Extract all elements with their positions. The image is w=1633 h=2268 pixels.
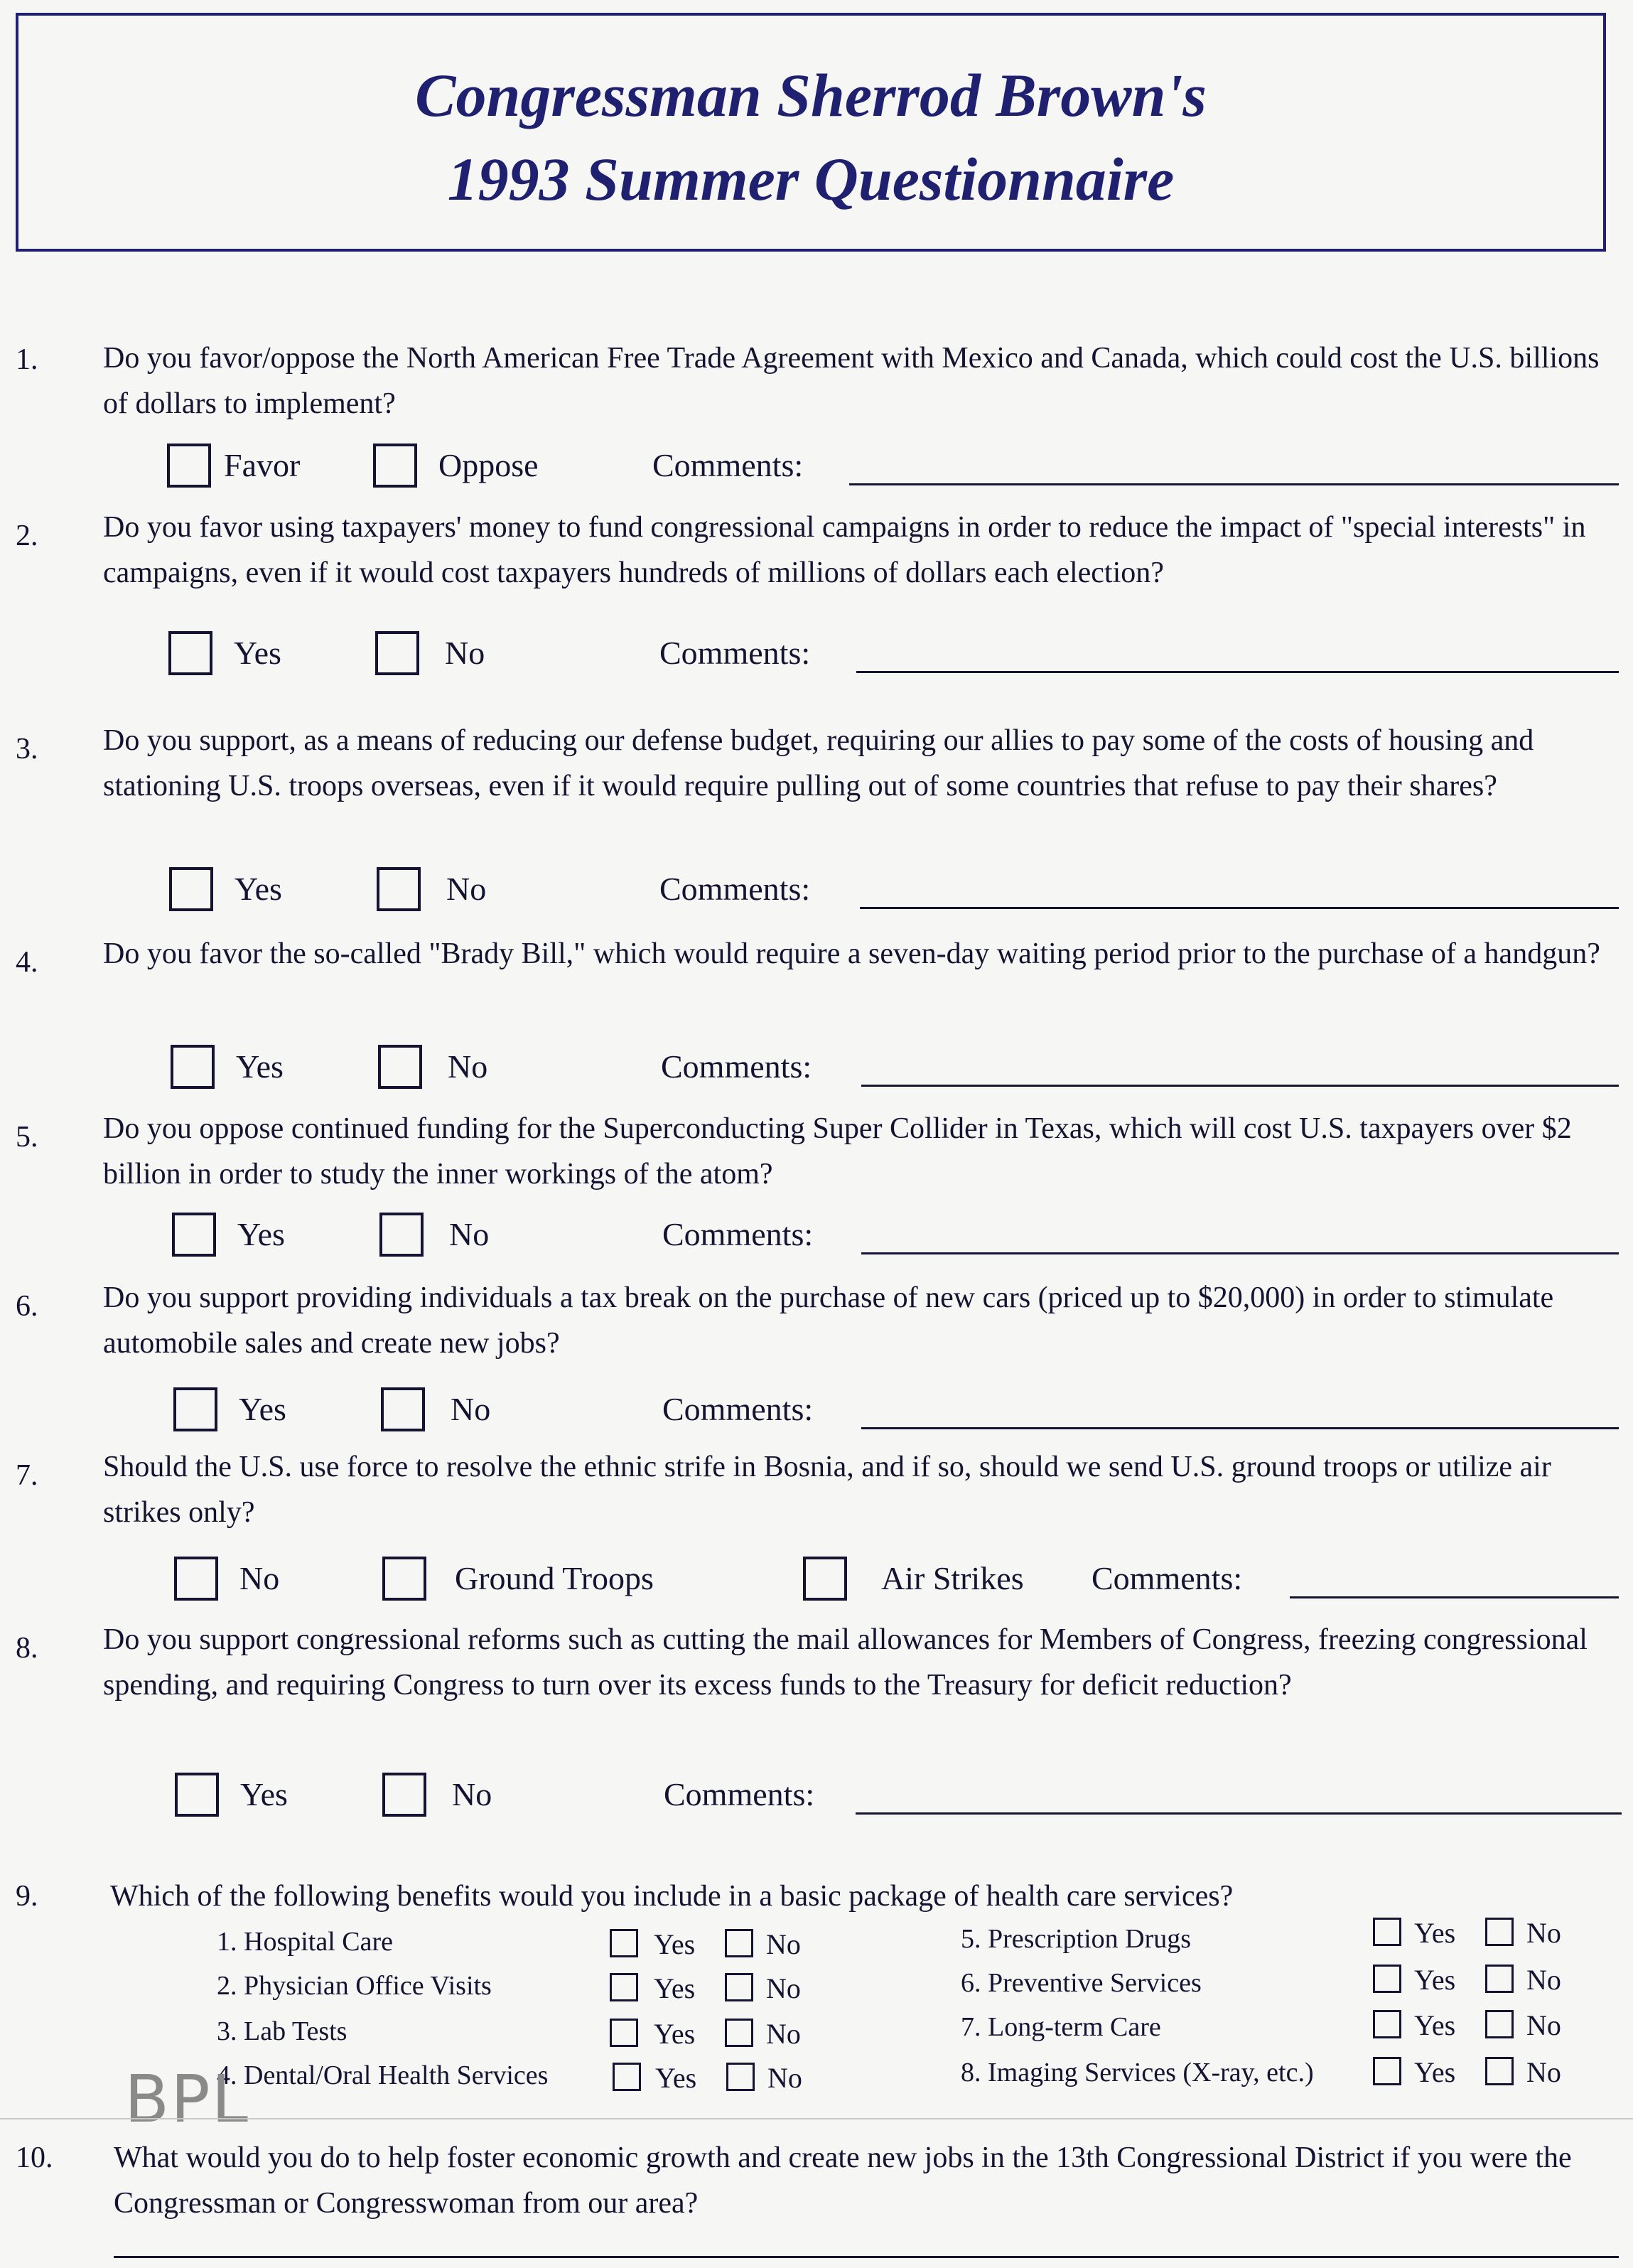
health-item-8: 8. Imaging Services (X-ray, etc.) [961,2058,1314,2087]
yes-label: Yes [654,2018,696,2050]
comments-label: Comments: [664,1776,815,1812]
question-text: Do you favor the so-called "Brady Bill," which would require a seven-day waiting period prior to the purchase of a handgun? [103,937,1600,970]
checkbox[interactable] [379,1213,424,1257]
question-number: 9. [16,1880,38,1913]
checkbox[interactable] [173,1387,217,1431]
no-label: No [766,1972,801,2004]
checkbox[interactable] [803,1557,847,1601]
checkbox[interactable] [169,867,213,911]
no-label: No [1526,1964,1561,1996]
health-item-5: 5. Prescription Drugs [961,1924,1192,1954]
health-item-8-yes-checkbox[interactable] [1373,2057,1401,2085]
checkbox[interactable] [168,631,212,675]
health-item-6-no-checkbox[interactable] [1485,1965,1514,1993]
comment-line[interactable] [861,1085,1619,1087]
comments-label: Comments: [661,1048,812,1085]
checkbox[interactable] [382,1773,426,1817]
checkbox[interactable] [381,1387,425,1431]
checkbox[interactable] [375,631,419,675]
title-line-1: Congressman Sherrod Brown's [415,61,1207,129]
checkbox[interactable] [174,1557,218,1601]
question-text: Do you support congressional reforms such as cutting the mail allowances for Members of Congress, freezing congressional spending, and requiring Congress to turn over its excess funds to the Treasury for deficit reduction? [103,1623,1588,1702]
question-number: 1. [16,343,38,376]
comments-label: Comments: [659,871,811,907]
health-item-2: 2. Physician Office Visits [217,1971,492,2001]
health-item-4-yes-checkbox[interactable] [613,2063,641,2091]
question-text: Do you favor/oppose the North American Free Trade Agreement with Mexico and Canada, which could cost the U.S. billions of dollars to implement? [103,342,1600,420]
question-number: 6. [16,1290,38,1323]
question-text: Do you support, as a means of reducing our defense budget, requiring our allies to pay some of the costs of housing and stationing U.S. troops overseas, even if it would require pulling out of some countries that refuse to pay their shares? [103,724,1534,802]
health-item-2-no-checkbox[interactable] [725,1973,753,2001]
bpl-watermark: BPL [124,2061,249,2137]
health-item-6: 6. Preventive Services [961,1968,1202,1998]
yes-label: Yes [1414,1917,1456,1949]
health-item-3-no-checkbox[interactable] [725,2019,753,2047]
question-6-options: Yes No Comments: [0,1387,1633,1437]
question-4-options: Yes No Comments: [0,1045,1633,1095]
checkbox[interactable] [378,1045,422,1089]
health-item-1: 1. Hospital Care [217,1927,394,1957]
yes-label: Yes [654,1928,696,1960]
comment-line[interactable] [849,483,1619,485]
question-2-options: Yes No Comments: [0,631,1633,681]
health-item-4: 4. Dental/Oral Health Services [217,2060,549,2090]
question-number: 4. [16,946,38,979]
question-number: 2. [16,520,38,552]
health-item-1-yes-checkbox[interactable] [610,1929,638,1957]
comments-label: Comments: [659,635,811,671]
health-item-1-no-checkbox[interactable] [725,1929,753,1957]
no-label: No [766,1928,801,1960]
health-item-7-yes-checkbox[interactable] [1373,2010,1401,2038]
section-divider [0,2118,1633,2119]
comments-label: Comments: [662,1216,814,1252]
health-item-7-no-checkbox[interactable] [1485,2010,1514,2038]
question-3-options: Yes No Comments: [0,867,1633,917]
no-label: No [1526,2056,1561,2088]
health-item-6-yes-checkbox[interactable] [1373,1965,1401,1993]
comment-line[interactable] [861,1427,1619,1429]
question-7-options: No Ground Troops Air Strikes Comments: [0,1557,1633,1606]
comment-line[interactable] [1290,1596,1619,1598]
health-item-2-yes-checkbox[interactable] [610,1973,638,2001]
comments-label: Comments: [652,447,804,483]
yes-label: Yes [1414,2056,1456,2088]
checkbox[interactable] [175,1773,219,1817]
question-text: What would you do to help foster economic growth and create new jobs in the 13th Congressional District if you were the Congressman or Congresswoman from our area? [114,2141,1572,2220]
no-label: No [766,2018,801,2050]
question-number: 7. [16,1459,38,1492]
comments-label: Comments: [1092,1560,1243,1596]
question-1-options: Favor Oppose Comments: [0,444,1633,493]
comment-line[interactable] [856,671,1619,673]
question-number: 8. [16,1632,38,1665]
checkbox[interactable] [382,1557,426,1601]
comments-label: Comments: [662,1391,814,1427]
question-text: Do you support providing individuals a tax break on the purchase of new cars (priced up to $20,000) in order to stimulate automobile sales and create new jobs? [103,1281,1554,1360]
answer-line[interactable] [114,2256,1619,2258]
comment-line[interactable] [856,1812,1622,1815]
health-item-3: 3. Lab Tests [217,2016,347,2046]
title-box [16,13,1606,252]
no-label: No [1526,1917,1561,1949]
question-number: 3. [16,733,38,765]
yes-label: Yes [1414,1964,1456,1996]
title-line-2: 1993 Summer Questionnaire [447,145,1175,213]
checkbox[interactable] [167,444,211,488]
yes-label: Yes [655,2062,697,2094]
yes-label: Yes [654,1972,696,2004]
checkbox[interactable] [373,444,417,488]
health-item-5-no-checkbox[interactable] [1485,1918,1514,1946]
no-label: No [1526,2009,1561,2041]
question-number: 10. [16,2141,53,2174]
comment-line[interactable] [861,1252,1619,1254]
checkbox[interactable] [377,867,421,911]
yes-label: Yes [1414,2009,1456,2041]
question-text: Do you favor using taxpayers' money to fund congressional campaigns in order to reduce the impact of "special interests" in campaigns, even if it would cost taxpayers hundreds of millions of dollars each election? [103,511,1586,589]
health-item-5-yes-checkbox[interactable] [1373,1918,1401,1946]
health-item-7: 7. Long-term Care [961,2012,1161,2042]
question-text: Should the U.S. use force to resolve the ethnic strife in Bosnia, and if so, should we send U.S. ground troops or utilize air strikes only? [103,1451,1551,1529]
question-8-options: Yes No Comments: [0,1773,1633,1822]
no-label: No [767,2062,802,2094]
health-item-4-no-checkbox[interactable] [726,2063,755,2091]
question-text: Do you oppose continued funding for the Superconducting Super Collider in Texas, which will cost U.S. taxpayers over $2 billion in order to study the inner workings of the atom? [103,1112,1572,1191]
health-item-8-no-checkbox[interactable] [1485,2057,1514,2085]
question-text: Which of the following benefits would you include in a basic package of health care services? [110,1880,1234,1913]
health-item-3-yes-checkbox[interactable] [610,2019,638,2047]
checkbox[interactable] [172,1213,216,1257]
question-number: 5. [16,1121,38,1154]
comment-line[interactable] [860,907,1619,909]
checkbox[interactable] [171,1045,215,1089]
question-5-options: Yes No Comments: [0,1213,1633,1262]
